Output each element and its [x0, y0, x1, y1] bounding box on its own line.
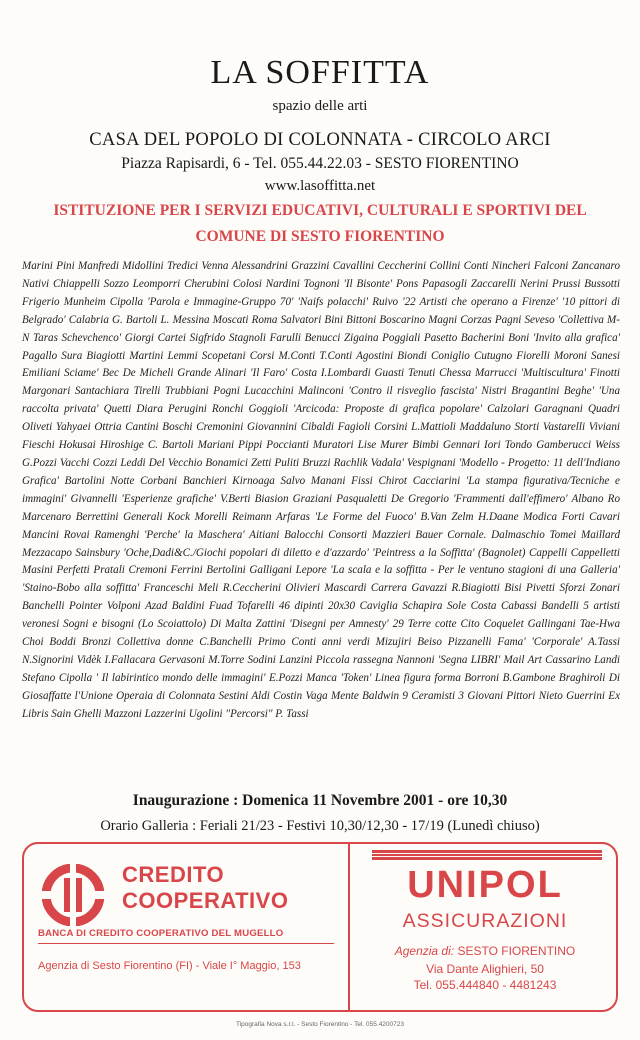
printer-credit: Tipografia Nova s.r.l. - Sesto Fiorentino - Tel. 055.4200723	[235, 1021, 404, 1028]
website-link[interactable]: www.lasoffitta.net	[264, 178, 376, 194]
sponsor-box	[22, 842, 618, 1012]
credito-agency: Agenzia di Sesto Fiorentino (FI) - Viale I° Maggio, 153	[38, 960, 301, 972]
artists-list: Marini Pini Manfredi Midollini Tredici Venna Alessandrini Grazzini Cavallini Ceccherini Collini Conti Nincheri Falconi Zancanaro Nativi Chiappelli Sozzo Leomporri Cherubini Colosi Nardini Tognoni 'Il Bisonte' Pons Papasogli Zaccarelli Nerini Prussi Bussotti Frigerio Munheim Cipolla 'Parola e Immagine-Gruppo 70' 'Naifs polacchi' Ruivo '22 Artisti che operano a Firenze' '10 pittori di Belgrado' Calabria G. Bartoli L. Messina Moscati Roma Salvatori Bini Bittoni Boscarino Magni Corzas Pagni Seveso 'Collettiva M-N Taras Schevchenco' Giorgi Cartei Sigfrido Stagnoli Farulli Benucci Zigaina Poggiali Pasetto Bacherini Boni 'Invito alla grafica' Pagallo Sura Biagiotti Martini Lemmi Scopetani Corsi M.Conti T.Conti Agostini Biondi Coniglio Cutugno Fiorelli Moroni Sanesi Emiliani Sciame' Bec De Micheli Grande Alinari 'Il Faro' Costa I.Lombardi Guasti Tenuti Chessa Marrucci 'Multiscultura' Finotti Margonari Santachiara Tirelli Trubbiani Pogni Lucacchini Malinconi 'Contro il risveglio fascista' Nistri Bragantini Beghe' 'Una raccolta privata' Quetti Diara Perugini Ronchi Goggioli 'Arcicoda: Proposte di grafica popolare' Calzolari Garagnani Quadri Oliveti Yahyaei Ottria Cantini Boschi Cremonini Giovannini Cibaldi Fagioli Corsini L.Mattioli Maddaluno Storti Vastarelli Viviani Fieschi Hokusai Hiroshige C. Bartoli Mariani Pippi Poccianti Muratori Lise Murer Bimbi Gennari Iori Tondo Gamberucci Weiss G.Pozzi Vacchi Cozzi Leddi Del Vecchio Bonamici Zetti Puliti Bruzzi Rachlik Vadala' Vespignani 'Modello - Progetto: 11 dell'Indiano Grafica' Bartolini Notte Corbani Banchieri Kirnoaga Salvo Manani Fissi Chirot Cacciarini 'La stampa figurativa/Tecniche e immagini' Givannelli 'Esperienze grafiche' V.Berti Biasion Graziani Pasqualetti De Gregorio 'Frammenti dall'effimero' Albano Ro Marcenaro Berrettini Generali Kock Morelli Reimann Arfaras 'Le Forme del Fuoco' B.Van Zelm H.Daane Modica Forti Cavari Mancini Rovai Ramenghi 'Perche' la Maschera' Aitiani Balocchi Consorti Mazzieri Bauer Cornale. Dalmaschio Tomei Maillard Mezzacapo Sainsbury 'Oche,Dadi&C./Giochi popolari di diletto e d'azzardo' 'Peintress a la Soffitta' (Bagnolet) Cappelli Cappelletti Masini Perfetti Pratali Cremoni Ferrini Bertolini Galligani Lepore 'La scala e la soffitta - Per le ventuno stagioni di una Galleria' 'Staino-Bobo alla soffitta' Franceschi Meli R.Ceccherini Olivieri Mascardi Carrera Gavazzi R.Biagiotti Bisi Pivetti Sforzi Zonari Banchelli Pointer Volponi Azad Baldini Fuad Tofarelli 46 dipinti 20x30 Caviglia Schapira Sole Costa Cabassi Bandelli 5 artisti veronesi Sogni e bisogni (Lo Scoiattolo) Di Malta Zattini 'Disegni per Amnesty' 29 Terre cotte Cito Coquelet Gallingani Tae-Hwa Choi Boddi Bronzi Collettiva donne C.Banchelli Primo Conti anni verdi Mizujiri Beiso Pizzanelli Fama' 'Corporale' A.Tassi N.Signorini Vidèk I.Fallacara Gervasoni M.Torre Sodini Lanzini Piccola rassegna Nannoni 'Segna LIBRI' Mail Art Cassarino Landi Stefano Cipolla ' Il labirintico mondo delle immagini' E.Pozzi Manca 'Token' Linea figura forma Borroni B.Gambone Braghiroli Di Giosaffatte l'Unione Operaia di Colonnata Sestini Aldi Costin Vaga Mente Baldwin 9 Ceramisti 3 Giovani Pittori Nieto Guerrini Ex Libris Sain Ghelli Mazzoni Lazzerini Ugolini "Percorsi" P. Tassi	[22, 260, 620, 720]
venue-address: Piazza Rapisardi, 6 - Tel. 055.44.22.03 - SESTO FIORENTINO	[121, 155, 519, 172]
credito-name-line1: CREDITO	[122, 862, 225, 887]
credito-name-line2: COOPERATIVO	[122, 888, 289, 913]
sponsor-divider	[348, 844, 350, 1010]
credito-bank-name: BANCA DI CREDITO COOPERATIVO DEL MUGELLO	[38, 928, 284, 939]
venue-name: CASA DEL POPOLO DI COLONNATA - CIRCOLO ARCI	[89, 130, 551, 150]
unipol-agency-city: SESTO FIORENTINO	[457, 944, 576, 958]
institution-line-2: COMUNE DI SESTO FIORENTINO	[195, 228, 445, 245]
institution-line-1: ISTITUZIONE PER I SERVIZI EDUCATIVI, CULTURALI E SPORTIVI DEL	[53, 202, 587, 219]
inauguration-date: Inaugurazione : Domenica 11 Novembre 2001 - ore 10,30	[132, 792, 508, 809]
unipol-phone: Tel. 055.444840 - 4481243	[413, 978, 557, 992]
unipol-agency	[360, 944, 610, 958]
gallery-subtitle: spazio delle arti	[272, 98, 368, 114]
unipol-stripes-icon	[372, 850, 602, 860]
unipol-agency-label: Agenzia di:	[394, 944, 455, 958]
credito-rule	[38, 943, 334, 944]
unipol-subtitle: ASSICURAZIONI	[402, 910, 568, 932]
gallery-hours: Orario Galleria : Feriali 21/23 - Festivi 10,30/12,30 - 17/19 (Lunedì chiuso)	[100, 818, 540, 834]
gallery-title: LA SOFFITTA	[210, 54, 430, 91]
unipol-street: Via Dante Alighieri, 50	[426, 962, 544, 976]
cc-logo-icon	[42, 864, 104, 926]
unipol-name: UNIPOL	[407, 864, 563, 906]
